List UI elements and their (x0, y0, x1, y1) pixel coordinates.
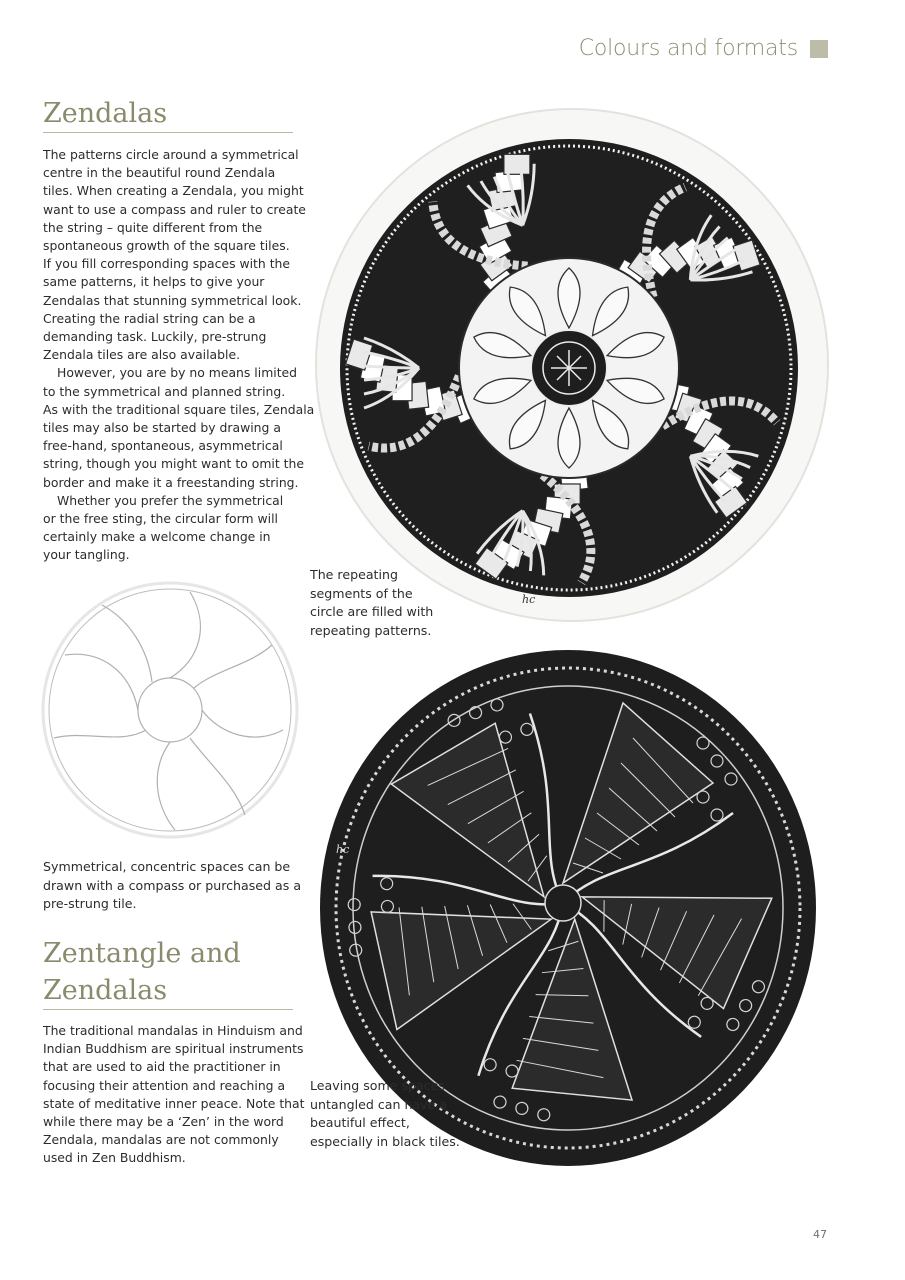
zentangle-zendalas-heading-line2: Zendalas (43, 975, 168, 1006)
section-marker-square (810, 40, 828, 58)
zendalas-paragraph-1: The patterns circle around a symmetrical centre in the beautiful round Zendala tiles. When creating a Zendala, you might want to use a compass and ruler to create the string – quite different from the spontaneous growth of the square tiles. If you fill corresponding spaces with the same patterns, it helps to give your Zendalas that stunning symmetrical look. Creating the radial string can be a demanding task. Luckily, pre-strung Zendala tiles are also available. (43, 147, 306, 363)
page-number: 47 (813, 1228, 827, 1241)
zentangle-zendalas-paragraph: The traditional mandalas in Hinduism and Indian Buddhism are spiritual instruments that are used to aid the practitioner in focusing their attention and reaching a state of meditative inner peace. Note that while there may be a ‘Zen’ in the word Zendala, mandalas are not commonly used in Zen Buddhism. (43, 1023, 305, 1166)
zentangle-zendalas-heading-line1: Zentangle and (43, 938, 241, 969)
white-zendala-image (312, 105, 832, 625)
svg-text:hc: hc (522, 593, 536, 606)
zendalas-paragraph-3: Whether you prefer the symmetrical or the free sting, the circular form will certainly make a welcome change in your tangling. (43, 492, 284, 563)
section-title: Colours and formats (578, 36, 798, 61)
pre-strung-caption: Symmetrical, concentric spaces can be drawn with a compass or purchased as a pre-strung tile. (43, 859, 302, 911)
zentangle-zendalas-heading-rule (43, 1009, 293, 1010)
zendalas-heading-rule (43, 132, 293, 133)
zentangle-zendalas-heading (43, 935, 241, 1009)
zendalas-paragraph-2: However, you are by no means limited to the symmetrical and planned string. As with the traditional square tiles, Zendala tiles may also be started by drawing a free-hand, spontaneous, asymmetrical string, though you might want to omit the border and make it a freestanding string. (43, 365, 315, 490)
svg-text:hc: hc (336, 843, 350, 856)
zendalas-body (43, 146, 315, 565)
pre-strung-tile-image (40, 580, 300, 840)
white-tile-caption: The repeating segments of the circle are filled with repeating patterns. (310, 567, 434, 638)
zentangle-zendalas-body (43, 1022, 305, 1168)
zendalas-heading: Zendalas (43, 98, 168, 129)
black-tile-caption: Leaving some spaces untangled can have a beautiful effect, especially in black tiles. (310, 1078, 460, 1149)
